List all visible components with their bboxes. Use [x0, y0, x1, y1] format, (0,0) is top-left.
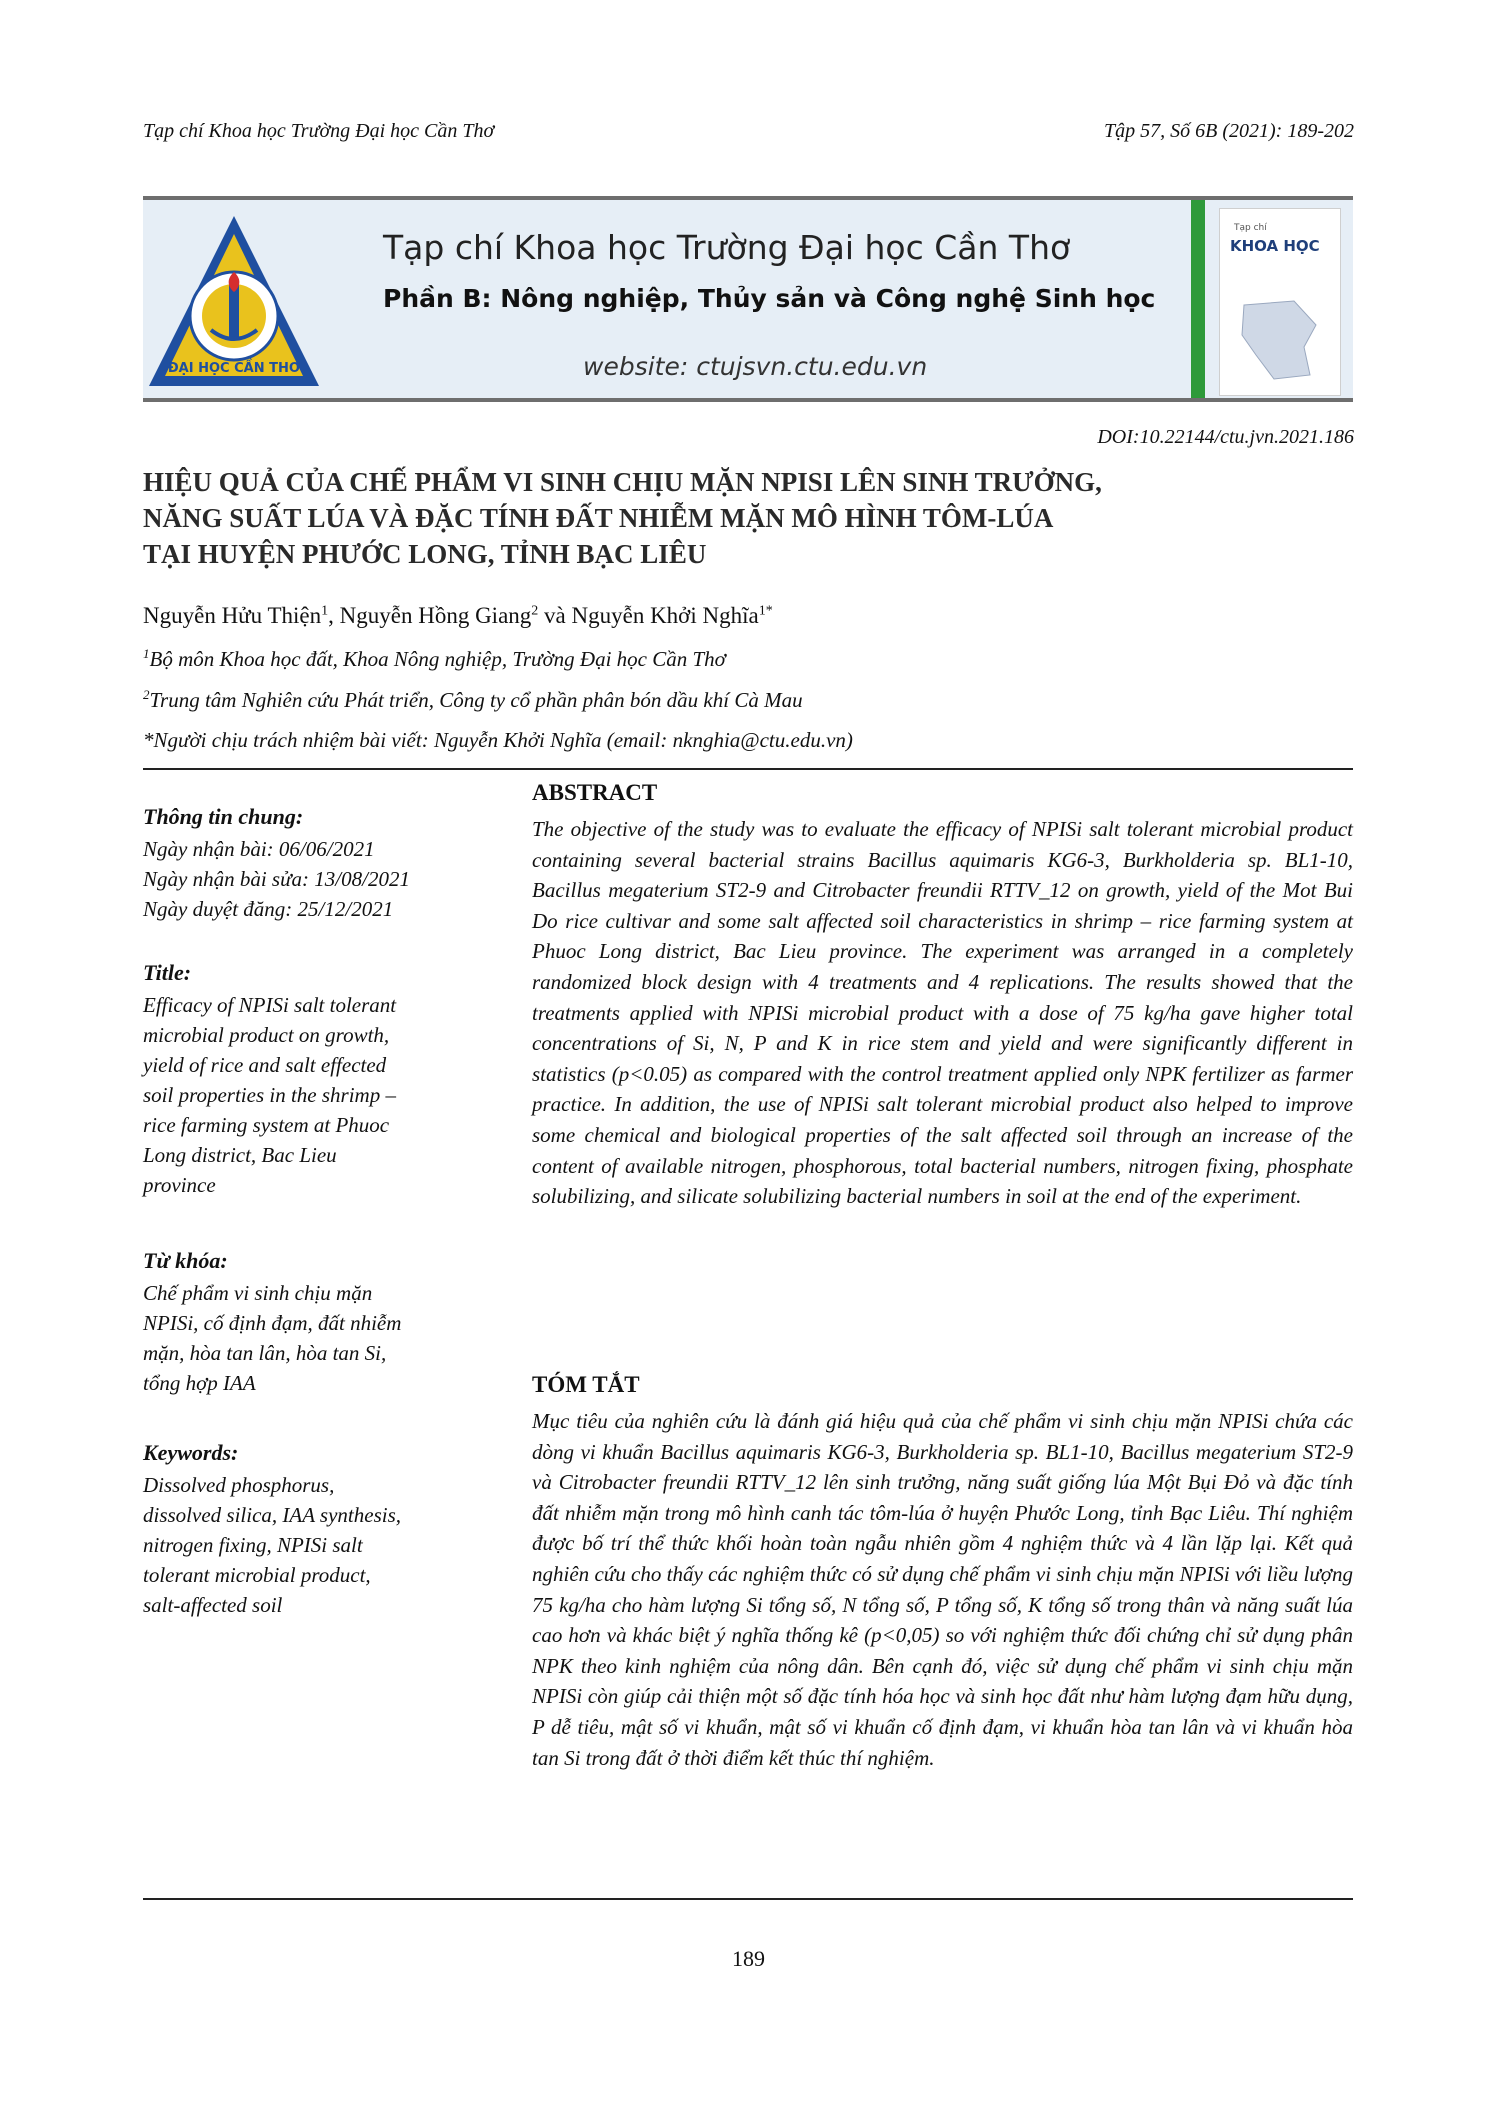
english-title-line: microbial product on growth,: [143, 1023, 390, 1047]
page-number: 189: [732, 1946, 765, 1971]
logo-text: ĐẠI HỌC CẦN THƠ: [167, 361, 301, 376]
author-name: Nguyễn Hửu Thiện: [143, 603, 322, 628]
journal-website: website: ctujsvn.ctu.edu.vn: [583, 352, 928, 381]
keyword-line: NPISi, cố định đạm, đất nhiễm: [143, 1311, 402, 1335]
cover-small-text: Tạp chí: [1234, 223, 1267, 233]
university-logo-icon: [145, 212, 323, 390]
date-revised: Ngày nhận bài sửa: 13/08/2021: [143, 867, 410, 891]
author-affiliation-mark: 1*: [758, 603, 773, 619]
article-dates: [143, 834, 498, 924]
english-title-line: rice farming system at Phuoc: [143, 1113, 390, 1137]
affiliation-text: Trung tâm Nghiên cứu Phát triển, Công ty cổ phần phân bón dầu khí Cà Mau: [149, 688, 803, 712]
author-affiliation-mark: 2: [531, 603, 539, 619]
tukhoa-heading: Từ khóa:: [143, 1248, 228, 1273]
running-header-journal: Tạp chí Khoa học Trường Đại học Cần Thơ: [143, 120, 495, 142]
english-title-line: yield of rice and salt effected: [143, 1053, 387, 1077]
vietnamese-keywords: [143, 1278, 498, 1398]
affiliation-2: [143, 687, 803, 713]
paper-title-line: TẠI HUYỆN PHƯỚC LONG, TỈNH BẠC LIÊU: [143, 539, 707, 569]
english-title-line: Long district, Bac Lieu: [143, 1143, 337, 1167]
keyword-line: mặn, hòa tan lân, hòa tan Si,: [143, 1341, 387, 1365]
corresponding-author: *Người chịu trách nhiệm bài viết: Nguyễn Khởi Nghĩa (email: nkng​hia@ctu.edu.vn): [143, 728, 853, 752]
journal-title: Tạp chí Khoa học Trường Đại học Cần Thơ: [383, 228, 1071, 267]
running-header-volume: Tập 57, Số 6B (2021): 189-202: [1104, 120, 1354, 142]
divider-bottom: [143, 1898, 1353, 1900]
paper-title-line: NĂNG SUẤT LÚA VÀ ĐẶC TÍNH ĐẤT NHIỄM MẶN MÔ HÌNH TÔM-LÚA: [143, 503, 1054, 533]
author-affiliation-mark: 1: [321, 603, 329, 619]
affiliation-text: Bộ môn Khoa học đất, Khoa Nông nghiệp, Trường Đại học Cần Thơ: [149, 647, 726, 671]
english-title-line: Efficacy of NPISi salt tolerant: [143, 993, 397, 1017]
affiliation-1: [143, 646, 726, 672]
doi: DOI:10.22144/ctu.jvn.2021.186: [1097, 426, 1354, 448]
author-separator: ,: [328, 603, 340, 628]
info-heading: Thông tin chung:: [143, 804, 304, 829]
english-title-heading: Title:: [143, 960, 192, 985]
journal-cover-thumbnail: [1219, 208, 1341, 396]
keywords-heading: Keywords:: [143, 1440, 239, 1465]
date-received: Ngày nhận bài: 06/06/2021: [143, 837, 375, 861]
date-accepted: Ngày duyệt đăng: 25/12/2021: [143, 897, 394, 921]
journal-banner: [143, 196, 1353, 402]
author-name: Nguyễn Khởi Nghĩa: [571, 603, 759, 628]
abstract-text: The objective of the study was to evaluate the efficacy of NPISi salt tolerant microbial product containing several bacterial strains Bacillus aquimaris KG6-3, Burkholderia sp. BL1-10, Bacillus megaterium ST2-9 and Citrobacter freundii RTTV_12 on growth, yield of the Mot Bui Do rice cultivar and some salt affected soil characteristics in shrimp – rice farming system at Phuoc Long district, Bac Lieu province. The experiment was arranged in a completely randomized block design with 4 treatments and 4 replications. The results showed that the treatments applied with NPISi microbial product with a dose of 75 kg/ha gave higher total concentrations of Si, N, P and K in rice stem and yield and were significantly different in statistics (p<0.05) as compared with the control treatment applied only NPK fertilizer as farmer practice. In addition, the use of NPISi salt tolerant microbial product also helped to improve some chemical and biological properties of the salt affected soil through an increase of the content of available nitrogen, phosphorous, total bacterial numbers, nitrogen fixing, phosphate solubilizing, and silicate solubilizing bacterial numbers in soil at the end of the experiment.: [532, 817, 1353, 1209]
author-list: [143, 603, 773, 629]
tomtat-text: Mục tiêu của nghiên cứu là đánh giá hiệu quả của chế phẩm vi sinh chịu mặn NPISi chứa các dòng vi khuẩn Bacillus aquimaris KG6-3, Burkholderia sp. BL1-10, Bacillus megaterium ST2-9 và Citrobacter freundii RTTV_12 lên sinh trưởng, năng suất giống lúa Một Bụi Đỏ và đặc tính đất nhiễm mặn trong mô hình canh tác tôm-lúa ở huyện Phước Long, tỉnh Bạc Liêu. Thí nghiệm được bố trí thể thức khối hoàn toàn ngẫu nhiên gồm 4 nghiệm thức và 4 lần lặp lại. Kết quả nghiên cứu cho thấy các nghiệm thức có sử dụng chế phẩm vi sinh chịu mặn NPISi với liều lượng 75 kg/ha cho hàm lượng Si tổng số, N tổng số, P tổng số, K tổng số trong thân và năng suất lúa cao hơn và khác biệt ý nghĩa thống kê (p<0,05) so với nghiệm thức đối chứng chỉ sử dụng phân NPK theo kinh nghiệm của nông dân. Bên cạnh đó, việc sử dụng chế phẩm vi sinh chịu mặn NPISi còn giúp cải thiện một số đặc tính hóa học và sinh học đất như hàm lượng đạm hữu dụng, P dễ tiêu, mật số vi khuẩn, mật số vi khuẩn cố định đạm, vi khuẩn hòa tan lân và vi khuẩn hòa tan Si trong đất ở thời điểm kết thúc thí nghiệm.: [532, 1409, 1353, 1770]
english-title: [143, 990, 498, 1200]
paper-title: [143, 464, 1353, 572]
keyword-line: Chế phẩm vi sinh chịu mặn: [143, 1281, 373, 1305]
journal-part: Phần B: Nông nghiệp, Thủy sản và Công nghệ Sinh học: [383, 284, 1156, 313]
keyword-line: nitrogen fixing, NPISi salt: [143, 1533, 363, 1557]
english-keywords: [143, 1470, 498, 1620]
map-icon: [1234, 295, 1326, 385]
affiliation-mark: 2: [143, 687, 150, 702]
tomtat-heading: TÓM TẮT: [532, 1372, 640, 1397]
abstract-heading: ABSTRACT: [532, 780, 658, 805]
affiliation-mark: 1: [143, 646, 150, 661]
cover-title: KHOA HỌC: [1230, 237, 1320, 255]
english-title-line: province: [143, 1173, 216, 1197]
keyword-line: salt-affected soil: [143, 1593, 283, 1617]
english-title-line: soil properties in the shrimp –: [143, 1083, 396, 1107]
divider-top: [143, 768, 1353, 770]
author-separator: và: [538, 603, 572, 628]
keyword-line: dissolved silica, IAA synthesis,: [143, 1503, 401, 1527]
banner-green-bar: [1191, 200, 1205, 398]
keyword-line: tolerant microbial product,: [143, 1563, 371, 1587]
paper-title-line: HIỆU QUẢ CỦA CHẾ PHẨM VI SINH CHỊU MẶN NPISI LÊN SINH TRƯỞNG,: [143, 467, 1102, 497]
keyword-line: tổng hợp IAA: [143, 1371, 256, 1395]
author-name: Nguyễn Hồng Giang: [339, 603, 532, 628]
keyword-line: Dissolved phosphorus,: [143, 1473, 335, 1497]
